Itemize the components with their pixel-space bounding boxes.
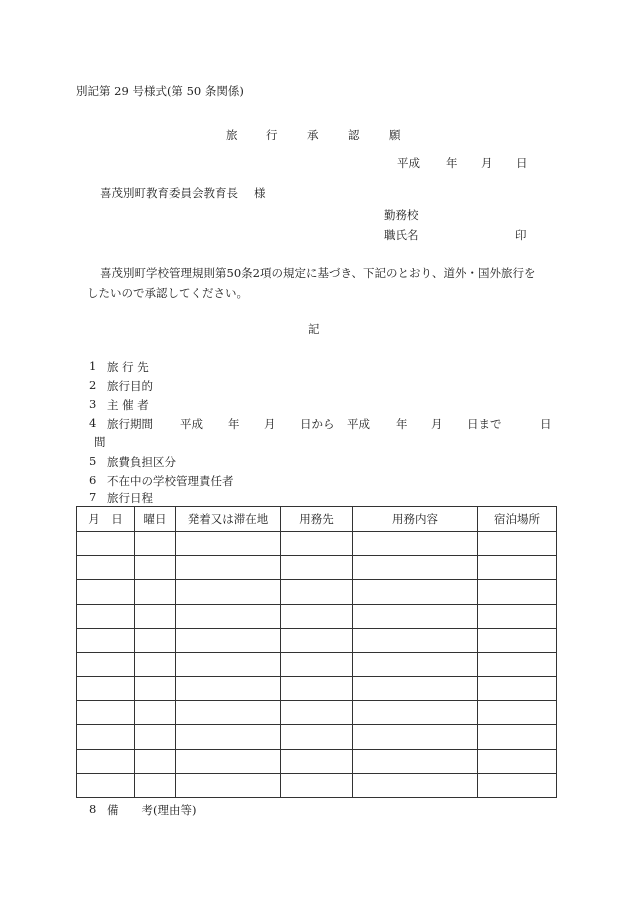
schedule-cell	[77, 749, 135, 773]
header-visit-place: 用務先	[281, 507, 353, 532]
schedule-table	[76, 506, 557, 798]
schedule-row	[77, 725, 557, 749]
schedule-cell	[176, 556, 281, 580]
schedule-cell	[176, 628, 281, 652]
schedule-cell	[176, 604, 281, 628]
schedule-cell	[281, 773, 353, 797]
schedule-cell	[135, 725, 176, 749]
schedule-row	[77, 604, 557, 628]
schedule-cell	[353, 580, 478, 604]
item-label: 主 催 者	[107, 398, 149, 412]
item-number: 5	[89, 454, 97, 468]
schedule-cell	[176, 532, 281, 556]
ki-heading: 記	[308, 322, 320, 336]
item-number: 4	[89, 416, 97, 430]
schedule-cell	[176, 677, 281, 701]
header-weekday: 曜日	[135, 507, 176, 532]
item-number: 3	[89, 397, 97, 411]
schedule-cell	[77, 701, 135, 725]
item-label: 旅行目的	[107, 379, 153, 393]
schedule-cell	[281, 532, 353, 556]
schedule-cell	[478, 773, 557, 797]
schedule-row	[77, 580, 557, 604]
header-lodging: 宿泊場所	[478, 507, 557, 532]
schedule-cell	[478, 652, 557, 676]
schedule-cell	[353, 725, 478, 749]
schedule-cell	[77, 773, 135, 797]
schedule-cell	[77, 556, 135, 580]
schedule-cell	[176, 580, 281, 604]
schedule-cell	[135, 773, 176, 797]
period-era-to: 平成	[347, 417, 370, 431]
item-label: 旅費負担区分	[107, 455, 176, 469]
schedule-cell	[77, 652, 135, 676]
schedule-row	[77, 773, 557, 797]
item-label: 不在中の学校管理責任者	[107, 474, 234, 488]
header-month-day: 月 日	[77, 507, 135, 532]
title-char: 認	[348, 128, 360, 142]
schedule-cell	[281, 749, 353, 773]
title-char: 願	[389, 128, 401, 142]
addressee-name: 喜茂別町教育委員会教育長	[100, 186, 238, 200]
schedule-cell	[77, 677, 135, 701]
schedule-cell	[478, 628, 557, 652]
schedule-cell	[353, 556, 478, 580]
schedule-cell	[135, 749, 176, 773]
schedule-cell	[135, 652, 176, 676]
schedule-cell	[281, 604, 353, 628]
addressee-honorific: 様	[254, 186, 266, 200]
schedule-cell	[281, 580, 353, 604]
period-year-from: 年	[228, 417, 240, 431]
body-line: したいので承認してください。	[87, 286, 248, 300]
schedule-row	[77, 532, 557, 556]
schedule-cell	[135, 628, 176, 652]
schedule-row	[77, 556, 557, 580]
schedule-cell	[176, 652, 281, 676]
schedule-cell	[353, 532, 478, 556]
schedule-row	[77, 749, 557, 773]
header-location: 発着又は滞在地	[176, 507, 281, 532]
schedule-cell	[77, 532, 135, 556]
schedule-cell	[176, 701, 281, 725]
item-number: 7	[89, 490, 97, 504]
period-days: 日	[540, 417, 552, 431]
schedule-cell	[353, 604, 478, 628]
schedule-cell	[176, 749, 281, 773]
schedule-cell	[478, 725, 557, 749]
schedule-cell	[176, 773, 281, 797]
item-label: 旅 行 先	[107, 360, 149, 374]
schedule-row	[77, 701, 557, 725]
name-label: 職氏名	[384, 228, 419, 242]
schedule-cell	[281, 652, 353, 676]
schedule-cell	[353, 701, 478, 725]
schedule-row	[77, 652, 557, 676]
schedule-cell	[478, 749, 557, 773]
schedule-cell	[135, 677, 176, 701]
body-line: 喜茂別町学校管理規則第50条2項の規定に基づき、下記のとおり、道外・国外旅行を	[100, 266, 536, 280]
period-day-from: 日から	[300, 417, 335, 431]
schedule-cell	[281, 556, 353, 580]
schedule-cell	[478, 532, 557, 556]
schedule-cell	[353, 749, 478, 773]
schedule-cell	[135, 556, 176, 580]
schedule-cell	[135, 604, 176, 628]
schedule-body	[77, 532, 557, 798]
schedule-row	[77, 628, 557, 652]
schedule-cell	[478, 604, 557, 628]
item-number: 6	[89, 473, 97, 487]
item-number: 2	[89, 378, 97, 392]
date-month: 月	[481, 156, 493, 170]
schedule-header-row	[77, 507, 557, 532]
seal-mark: 印	[515, 228, 527, 242]
form-number: 別記第 29 号様式(第 50 条関係)	[76, 84, 244, 98]
date-era: 平成	[397, 156, 420, 170]
period-era-from: 平成	[180, 417, 203, 431]
schedule-cell	[281, 628, 353, 652]
school-label: 勤務校	[384, 208, 419, 222]
date-day: 日	[516, 156, 528, 170]
date-year: 年	[446, 156, 458, 170]
schedule-cell	[353, 773, 478, 797]
period-year-to: 年	[396, 417, 408, 431]
period-kan: 間	[94, 435, 106, 449]
title-char: 行	[266, 128, 278, 142]
schedule-cell	[135, 580, 176, 604]
schedule-cell	[77, 725, 135, 749]
item-label: 備 考(理由等)	[107, 803, 197, 817]
schedule-cell	[478, 701, 557, 725]
schedule-cell	[77, 628, 135, 652]
schedule-cell	[478, 677, 557, 701]
schedule-cell	[176, 725, 281, 749]
schedule-cell	[281, 725, 353, 749]
item-label: 旅行日程	[107, 491, 153, 505]
schedule-row	[77, 677, 557, 701]
period-month-to: 月	[431, 417, 443, 431]
schedule-cell	[478, 556, 557, 580]
period-day-to: 日まで	[467, 417, 502, 431]
schedule-cell	[353, 652, 478, 676]
schedule-cell	[135, 532, 176, 556]
schedule-cell	[135, 701, 176, 725]
item-number: 1	[89, 359, 97, 373]
schedule-cell	[77, 604, 135, 628]
schedule-cell	[478, 580, 557, 604]
schedule-cell	[353, 677, 478, 701]
item-number: 8	[89, 802, 97, 816]
header-business-content: 用務内容	[353, 507, 478, 532]
schedule-cell	[281, 677, 353, 701]
title-char: 旅	[226, 128, 238, 142]
schedule-cell	[353, 628, 478, 652]
period-month-from: 月	[264, 417, 276, 431]
item-label: 旅行期間	[107, 417, 153, 431]
schedule-cell	[77, 580, 135, 604]
schedule-cell	[281, 701, 353, 725]
title-char: 承	[307, 128, 319, 142]
